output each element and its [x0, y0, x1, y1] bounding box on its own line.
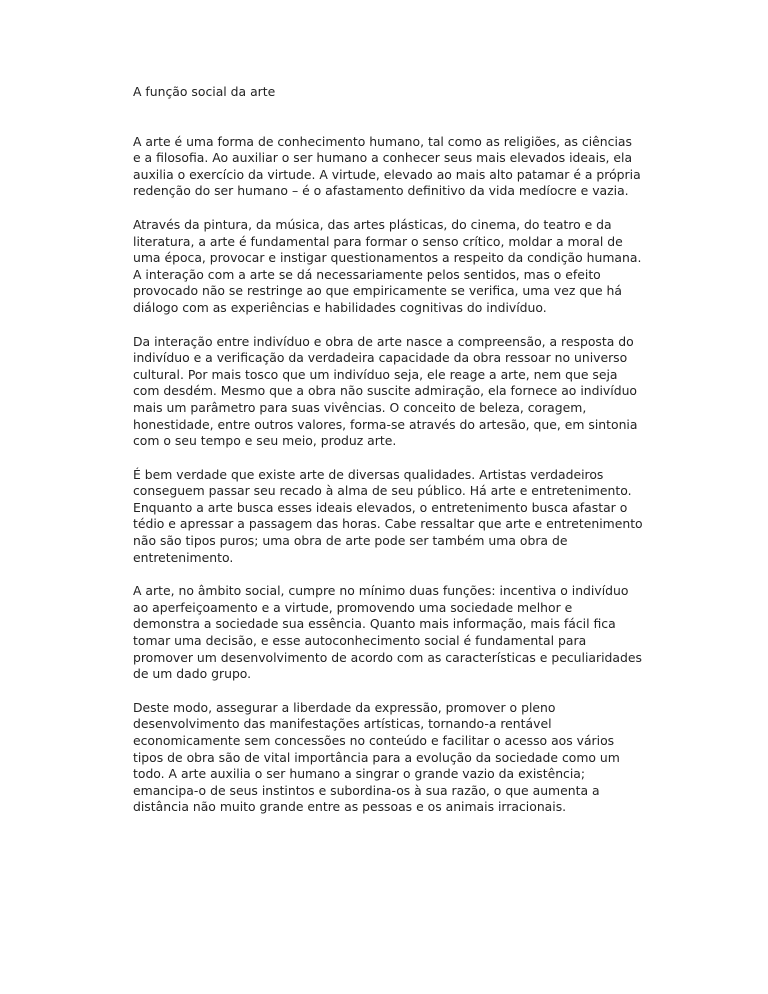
paragraph: Através da pintura, da música, das artes plásticas, do cinema, do teatro e da literatura, a arte é fundamental para formar o senso crítico, moldar a moral de uma época, provocar e instigar questionamentos a respeito da condição humana. A interação com a arte se dá necessariamente pelos sentidos, mas o efeito provocado não se restringe ao que empiricamente se verifica, uma vez que há diálogo com as experiências e habilidades cognitivas do indivíduo. [133, 216, 642, 315]
document-body [133, 84, 643, 833]
document-title: A função social da arte [133, 84, 276, 99]
paragraph: Da interação entre indivíduo e obra de arte nasce a compreensão, a resposta do indivíduo e a verificação da verdadeira capacidade da obra ressoar no universo cultural. Por mais tosco que um indivíduo seja, ele reage a arte, nem que seja com desdém. Mesmo que a obra não suscite admiração, ela fornece ao indivíduo mais um parâmetro para suas vivências. O conceito de beleza, coragem, honestidade, entre outros valores, forma-se através do artesão, que, em sintonia com o seu tempo e seu meio, produz arte. [133, 333, 638, 449]
paragraph: É bem verdade que existe arte de diversas qualidades. Artistas verdadeiros conseguem passar seu recado à alma de seu público. Há arte e entretenimento. Enquanto a arte busca esses ideais elevados, o entretenimento busca afastar o tédio e apressar a passagem das horas. Cabe ressaltar que arte e entretenimento não são tipos puros; uma obra de arte pode ser também uma obra de entretenimento. [133, 466, 643, 565]
paragraph: A arte é uma forma de conhecimento humano, tal como as religiões, as ciências e a filosofia. Ao auxiliar o ser humano a conhecer seus mais elevados ideais, ela auxilia o exercício da virtude. A virtude, elevado ao mais alto patamar é a própria redenção do ser humano – é o afastamento definitivo da vida medíocre e vazia. [133, 133, 641, 199]
paragraph: Deste modo, assegurar a liberdade da expressão, promover o pleno desenvolvimento das manifestações artísticas, tornando-a rentável economicamente sem concessões no conteúdo e facilitar o acesso aos vários tipos de obra são de vital importância para a evolução da sociedade como um todo. A arte auxilia o ser humano a singrar o grande vazio da existência; emancipa-o de seus instintos e subordina-os à sua razão, o que aumenta a distância não muito grande entre as pessoas e os animais irracionais. [133, 699, 620, 815]
paragraph: A arte, no âmbito social, cumpre no mínimo duas funções: incentiva o indivíduo ao aperfeiçoamento e a virtude, promovendo uma sociedade melhor e demonstra a sociedade sua essência. Quanto mais informação, mais fácil fica tomar uma decisão, e esse autoconhecimento social é fundamental para promover um desenvolvimento de acordo com as características e peculiaridades de um dado grupo. [133, 583, 642, 682]
